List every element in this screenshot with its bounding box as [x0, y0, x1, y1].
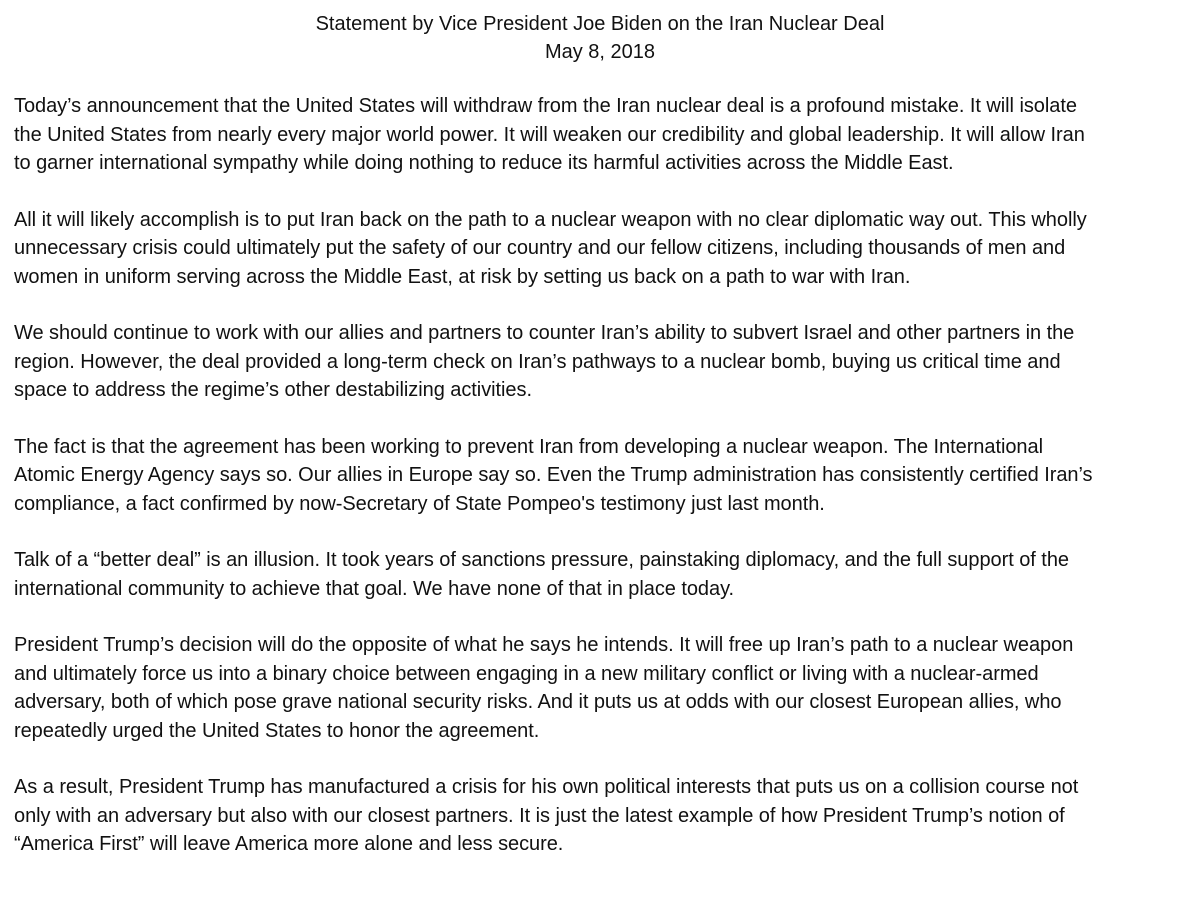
paragraph-line: and ultimately force us into a binary choice between engaging in a new military conflict or living with a nuclear-armed [14, 662, 1039, 685]
paragraph-line: We should continue to work with our allies and partners to counter Iran’s ability to subvert Israel and other partners in the [14, 322, 1075, 344]
paragraph-5 [14, 546, 1186, 603]
paragraph-line: Today’s announcement that the United States will withdraw from the Iran nuclear deal is a profound mistake. It will isolate [14, 95, 1077, 117]
paragraph-line: to garner international sympathy while doing nothing to reduce its harmful activities across the Middle East. [14, 152, 954, 174]
paragraph-line: Talk of a “better deal” is an illusion. It took years of sanctions pressure, painstaking diplomacy, and the full support of the [14, 549, 1069, 571]
paragraph-line: The fact is that the agreement has been working to prevent Iran from developing a nuclear weapon. The International [14, 435, 1043, 458]
paragraph-4 [14, 433, 1186, 519]
paragraph-line: region. However, the deal provided a long-term check on Iran’s pathways to a nuclear bomb, buying us critical time and [14, 350, 1061, 373]
paragraph-line: women in uniform serving across the Middle East, at risk by setting us back on a path to war with Iran. [14, 265, 911, 288]
paragraph-line: Atomic Energy Agency says so. Our allies in Europe say so. Even the Trump administration has consistently certified Iran’s [14, 464, 1093, 486]
statement-title: Statement by Vice President Joe Biden on the Iran Nuclear Deal [315, 13, 885, 35]
paragraph-line: repeatedly urged the United States to honor the agreement. [14, 719, 540, 742]
paragraph-line: unnecessary crisis could ultimately put the safety of our country and our fellow citizens, including thousands of men and [14, 237, 1066, 259]
paragraph-line: adversary, both of which pose grave national security risks. And it puts us at odds with our closest European allies, who [14, 691, 1062, 713]
paragraph-line: All it will likely accomplish is to put Iran back on the path to a nuclear weapon with no clear diplomatic way out. This wholly [14, 208, 1087, 231]
paragraph-line: the United States from nearly every major world power. It will weaken our credibility and global leadership. It will allow Iran [14, 123, 1085, 146]
paragraph-line: international community to achieve that goal. We have none of that in place today. [14, 577, 735, 600]
paragraph-line: compliance, a fact confirmed by now-Secretary of State Pompeo's testimony just last month. [14, 492, 825, 515]
statement-header [14, 10, 1186, 66]
paragraph-line: “America First” will leave America more alone and less secure. [14, 833, 564, 855]
paragraph-3 [14, 319, 1186, 405]
paragraph-line: As a result, President Trump has manufactured a crisis for his own political interests that puts us on a collision course not [14, 776, 1079, 798]
paragraph-line: only with an adversary but also with our closest partners. It is just the latest example of how President Trump’s notion of [14, 804, 1065, 827]
paragraph-2 [14, 206, 1186, 292]
paragraph-line: space to address the regime’s other destabilizing activities. [14, 379, 532, 401]
paragraph-1 [14, 92, 1186, 178]
paragraph-7 [14, 773, 1186, 859]
paragraph-line: President Trump’s decision will do the opposite of what he says he intends. It will free up Iran’s path to a nuclear weapon [14, 634, 1074, 656]
statement-date: May 8, 2018 [544, 41, 656, 63]
paragraph-6 [14, 631, 1186, 745]
